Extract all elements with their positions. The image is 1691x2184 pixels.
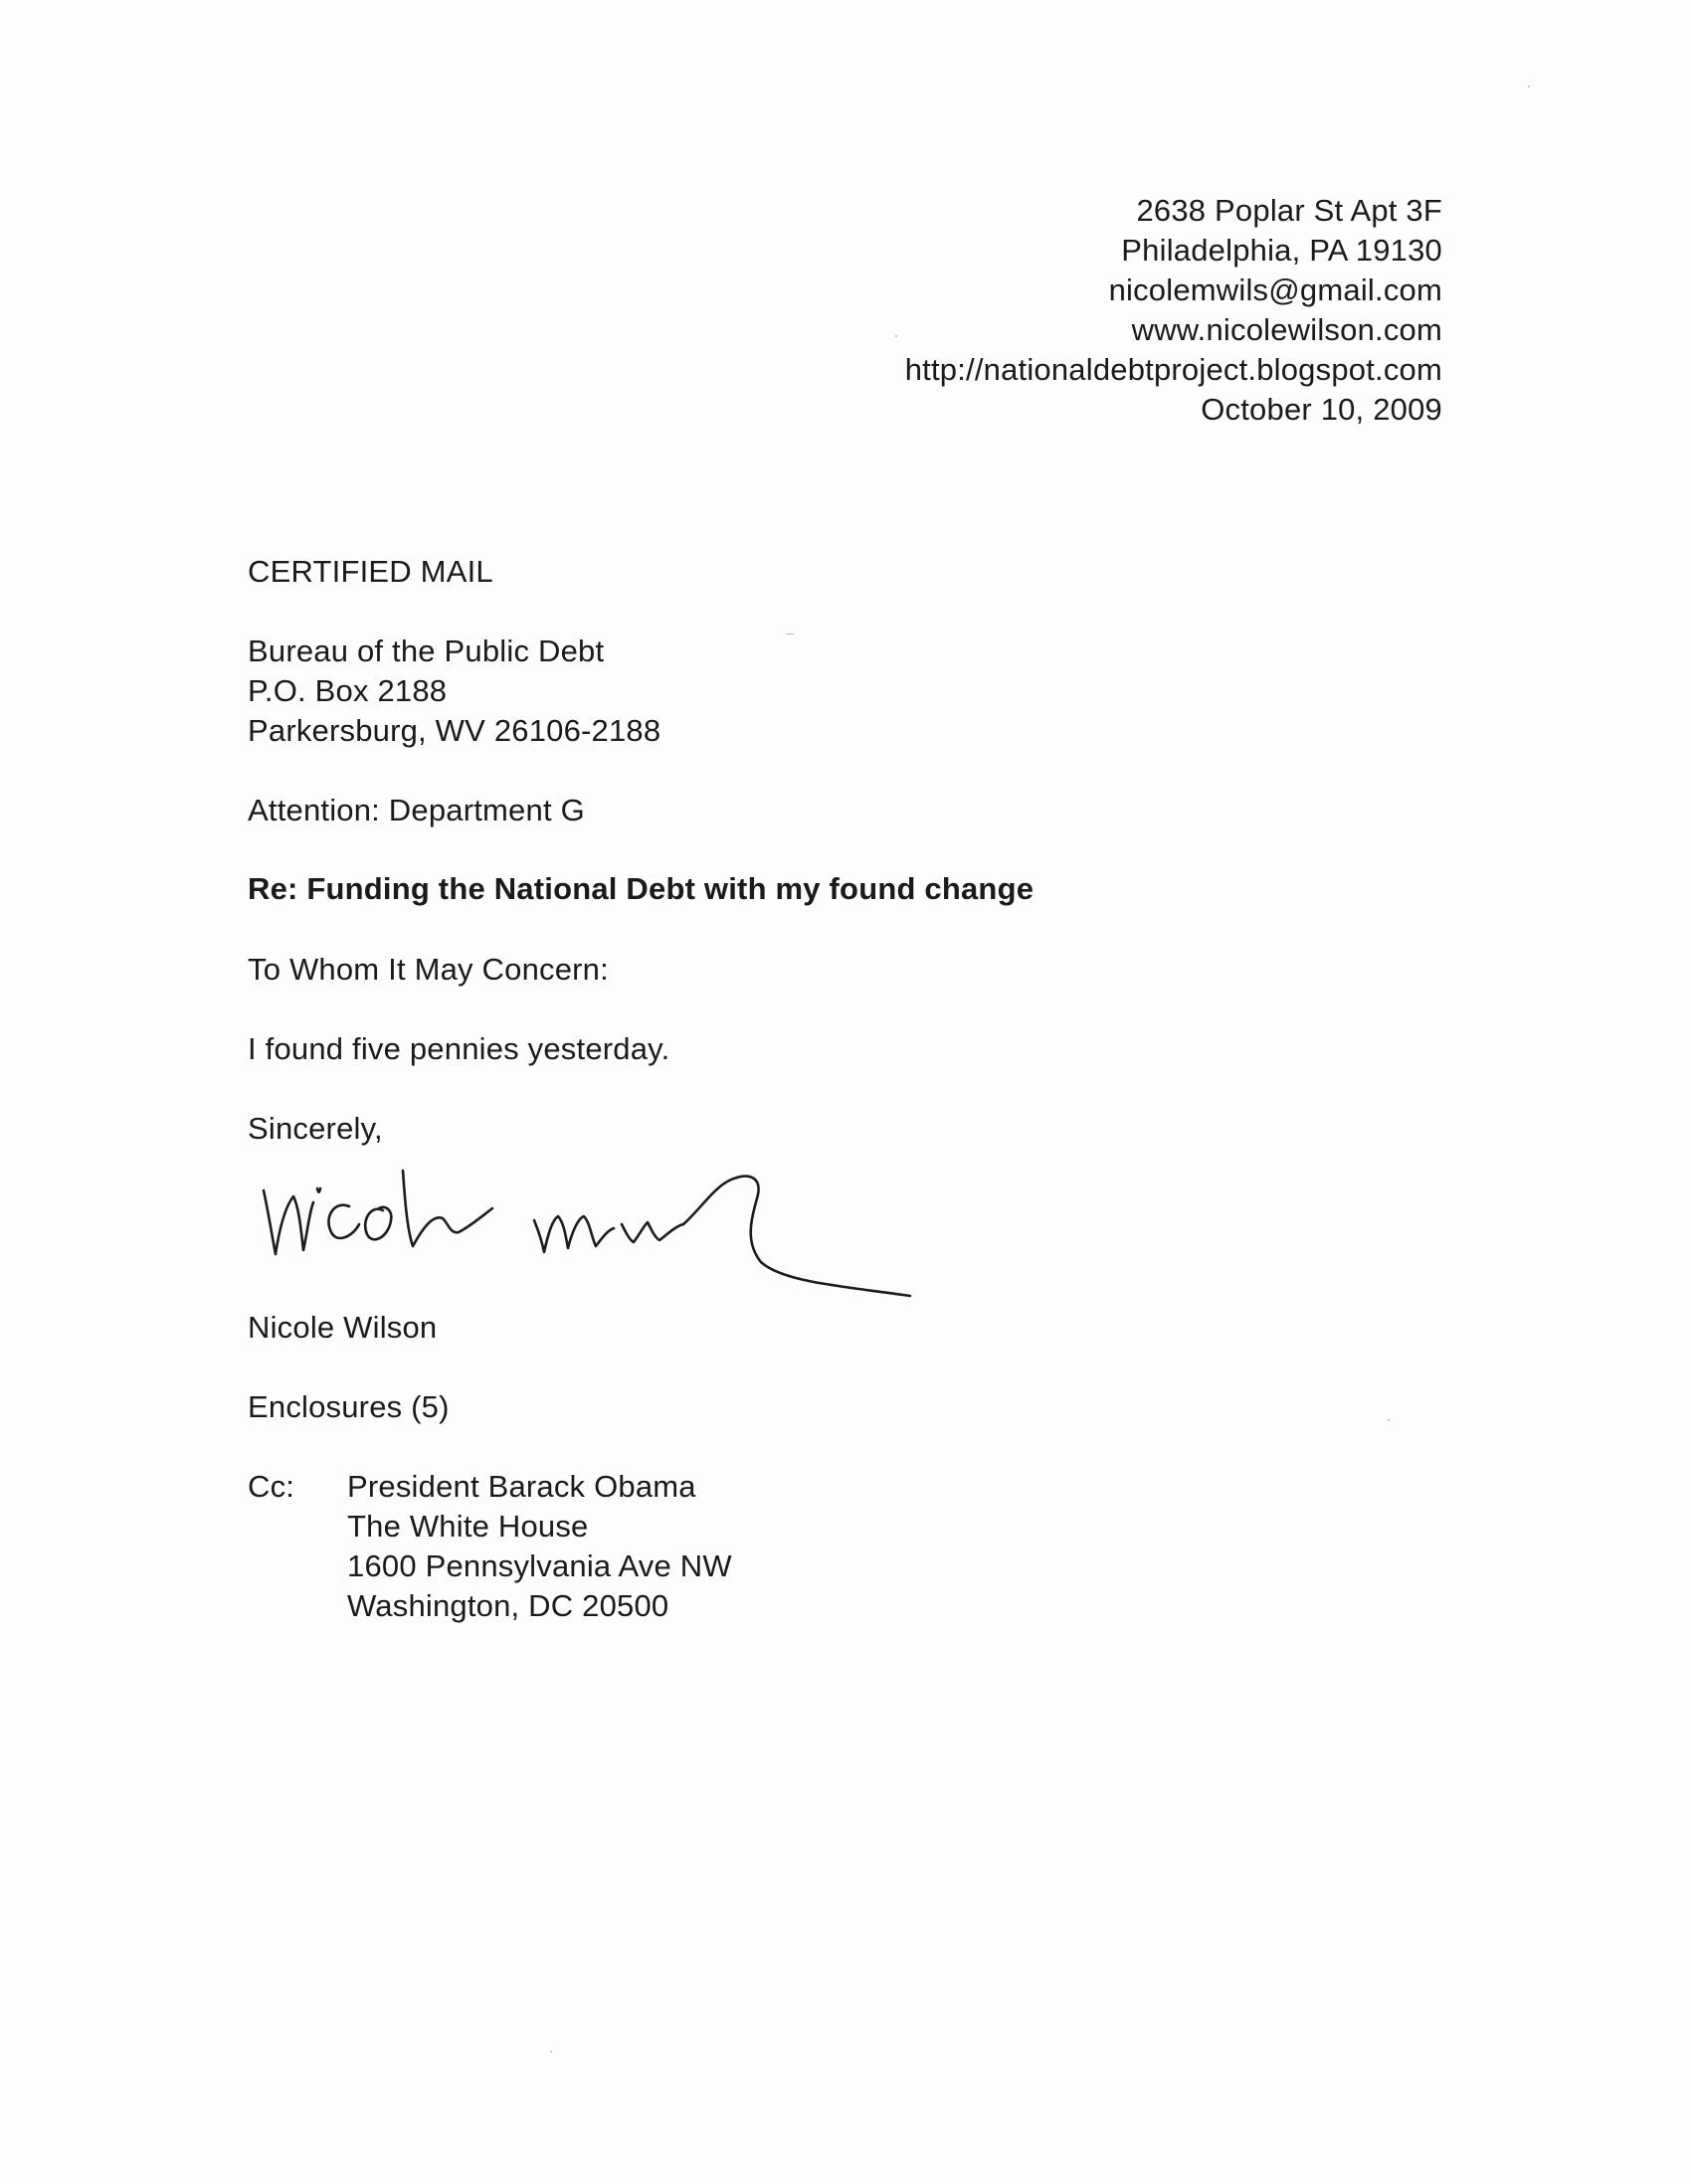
scan-speck: [1388, 1419, 1390, 1421]
letter-date: October 10, 2009: [1201, 392, 1442, 427]
sender-address-block: [905, 191, 1442, 430]
sender-city-state-zip: Philadelphia, PA 19130: [1121, 233, 1442, 268]
handwritten-signature-icon: [254, 1159, 930, 1308]
cc-recipient-building: The White House: [347, 1509, 589, 1544]
scan-speck: [550, 2051, 552, 2053]
sender-email: nicolemwils@gmail.com: [1108, 273, 1442, 307]
sender-blog-url: http://nationaldebtproject.blogspot.com: [904, 352, 1442, 387]
sender-street: 2638 Poplar St Apt 3F: [1136, 193, 1442, 228]
cc-recipient-street: 1600 Pennsylvania Ave NW: [347, 1548, 732, 1583]
letter-body: I found five pennies yesterday.: [248, 1031, 670, 1066]
delivery-method: CERTIFIED MAIL: [248, 554, 493, 589]
subject-line: Re: Funding the National Debt with my found change: [248, 871, 1034, 906]
cc-address-block: [347, 1467, 732, 1626]
recipient-po-box: P.O. Box 2188: [248, 673, 448, 708]
sender-website: www.nicolewilson.com: [1131, 312, 1442, 347]
attention-line: Attention: Department G: [248, 793, 585, 827]
cc-label: Cc:: [248, 1469, 295, 1504]
scan-speck: [786, 634, 794, 635]
recipient-address-block: [248, 632, 660, 751]
complimentary-close: Sincerely,: [248, 1111, 383, 1146]
recipient-city-state-zip: Parkersburg, WV 26106-2188: [248, 713, 661, 748]
salutation: To Whom It May Concern:: [248, 952, 609, 987]
enclosures-note: Enclosures (5): [248, 1389, 450, 1424]
cc-recipient-city-state-zip: Washington, DC 20500: [347, 1588, 669, 1623]
scan-speck: [895, 335, 897, 337]
cc-recipient-name: President Barack Obama: [347, 1469, 696, 1504]
printed-name: Nicole Wilson: [248, 1310, 438, 1345]
scan-speck: [1528, 86, 1530, 88]
recipient-name: Bureau of the Public Debt: [248, 634, 605, 668]
